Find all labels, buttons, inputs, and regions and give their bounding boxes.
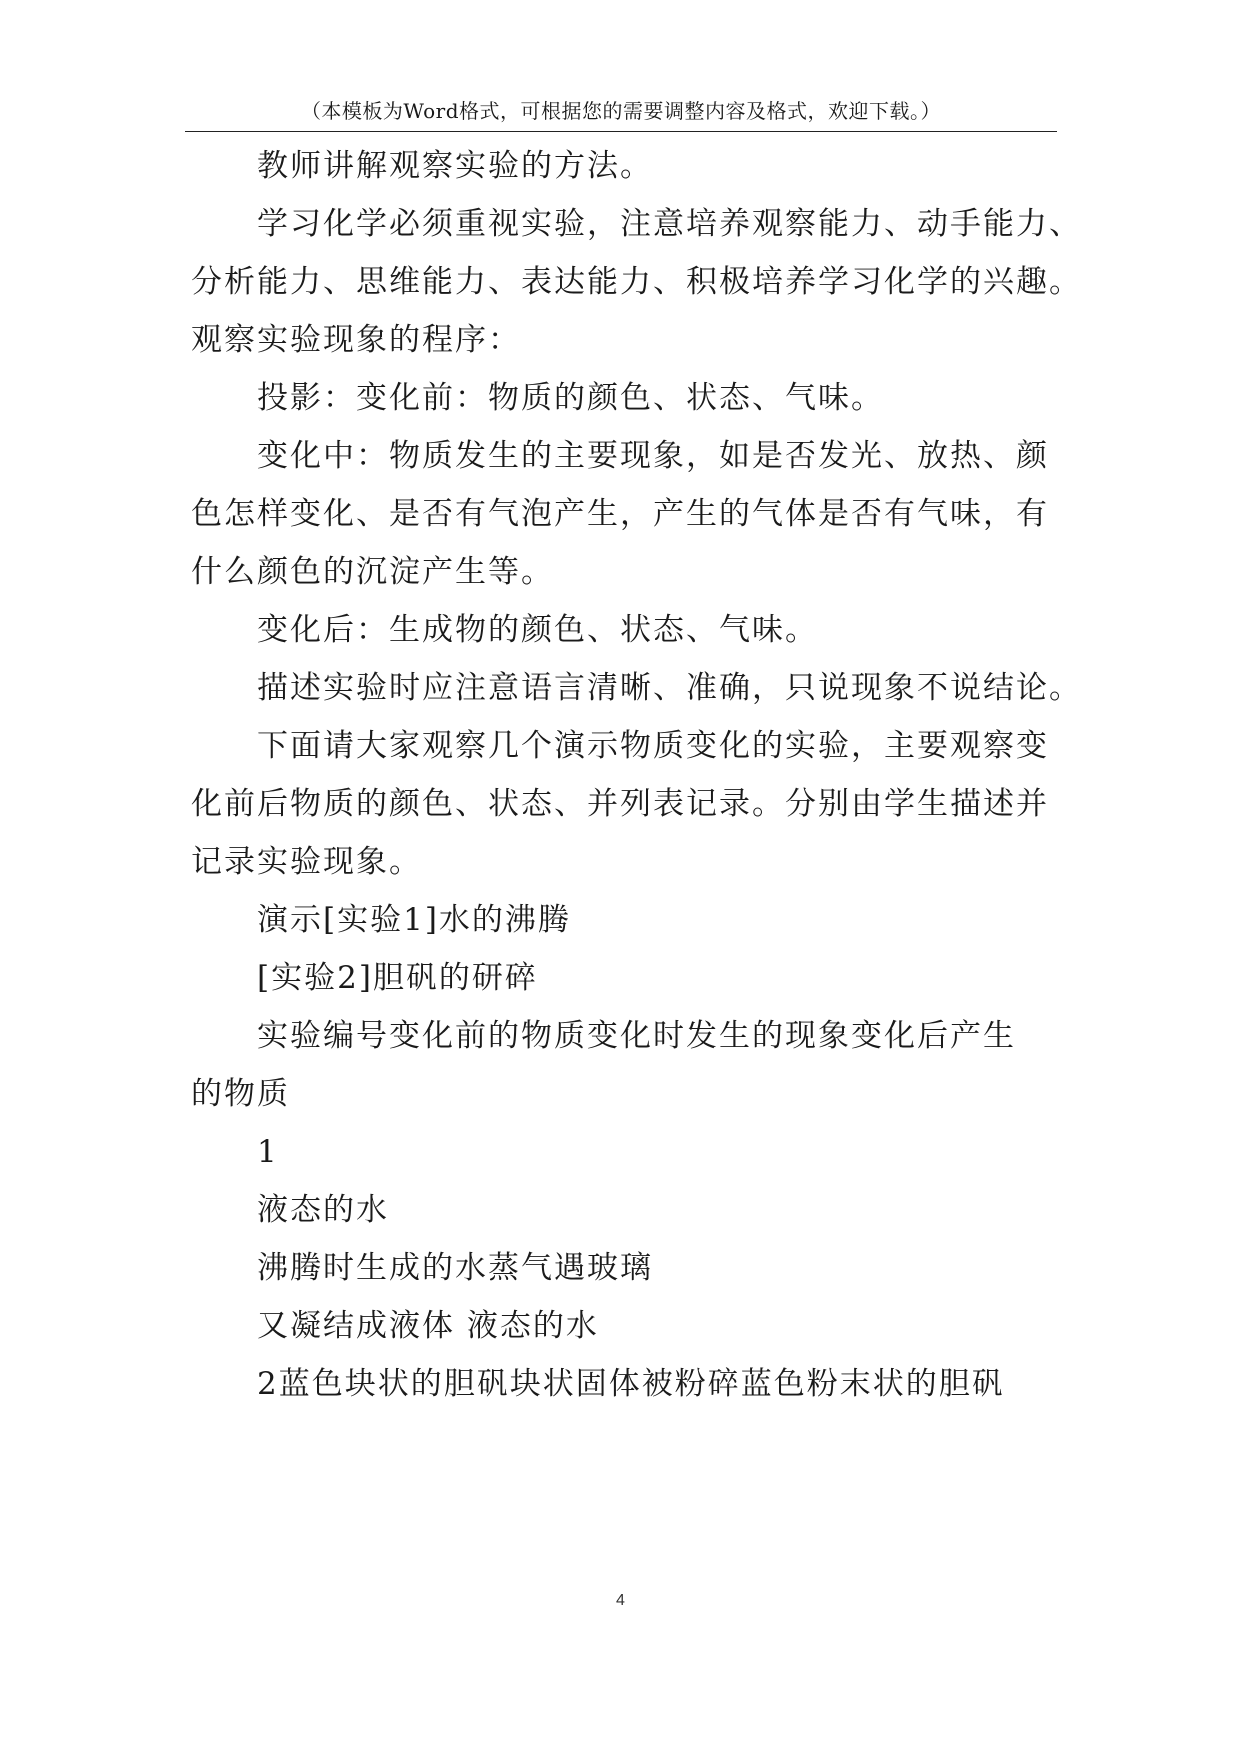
header-divider [185,131,1057,132]
body-line: 1 [257,1134,279,1170]
body-line: 液态的水 [257,1192,389,1228]
page-number: 4 [616,1592,625,1609]
body-line: 演示[实验1]水的沸腾 [257,902,571,938]
body-line: 化前后物质的颜色、状态、并列表记录。分别由学生描述并 [191,786,1049,822]
body-line: 2蓝色块状的胆矾块状固体被粉碎蓝色粉末状的胆矾 [257,1366,1005,1402]
body-line: 又凝结成液体 液态的水 [257,1308,599,1344]
body-line: 分析能力、思维能力、表达能力、积极培养学习化学的兴趣。 [191,264,1082,300]
body-line: 实验编号变化前的物质变化时发生的现象变化后产生 [257,1018,1016,1054]
body-line: 观察实验现象的程序： [191,322,521,358]
body-line: 变化后：生成物的颜色、状态、气味。 [257,612,818,648]
body-line: 的物质 [191,1076,290,1112]
body-line: 下面请大家观察几个演示物质变化的实验，主要观察变 [257,728,1049,764]
body-line: 投影：变化前：物质的颜色、状态、气味。 [257,380,884,416]
body-line: 学习化学必须重视实验，注意培养观察能力、动手能力、 [257,206,1082,242]
body-line: 教师讲解观察实验的方法。 [257,148,653,184]
body-line: 记录实验现象。 [191,844,422,880]
body-line: [实验2]胆矾的研碎 [257,960,538,996]
body-line: 变化中：物质发生的主要现象，如是否发光、放热、颜 [257,438,1049,474]
body-line: 色怎样变化、是否有气泡产生，产生的气体是否有气味，有 [191,496,1049,532]
body-line: 沸腾时生成的水蒸气遇玻璃 [257,1250,653,1286]
page-header: （本模板为Word格式，可根据您的需要调整内容及格式，欢迎下载。） [300,99,942,123]
body-line: 什么颜色的沉淀产生等。 [191,554,554,590]
body-line: 描述实验时应注意语言清晰、准确，只说现象不说结论。 [257,670,1082,706]
